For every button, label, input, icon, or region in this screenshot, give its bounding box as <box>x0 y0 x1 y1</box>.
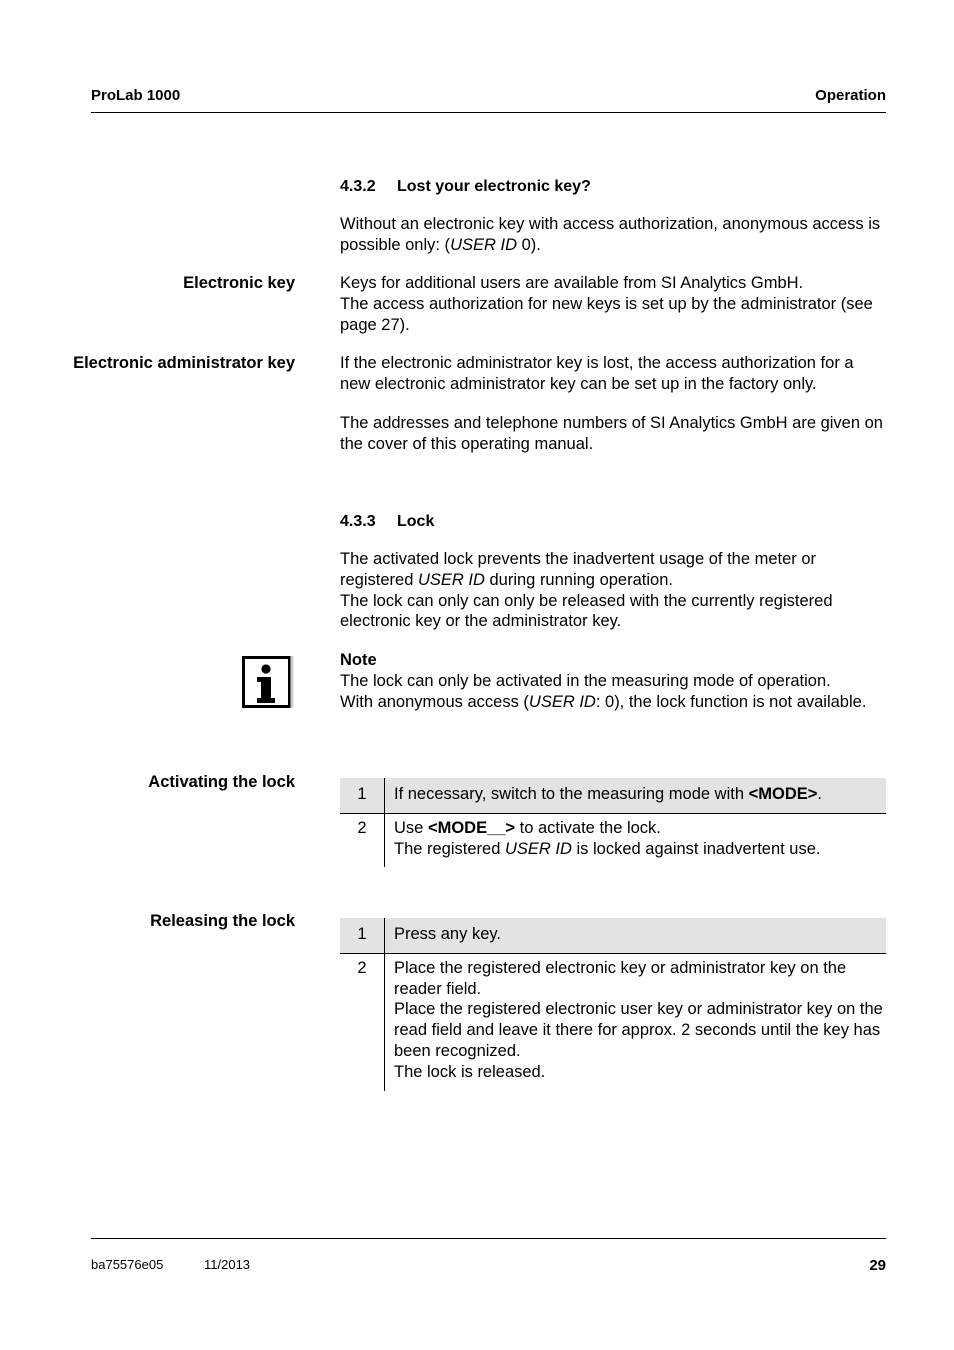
step-text-part: The registered <box>394 839 505 858</box>
note-line: The lock can only be activated in the measuring mode of operation. <box>340 671 831 690</box>
section-number: 4.3.3 <box>340 513 376 530</box>
lock-intro-line: The lock can only can only be released with the currently registered electronic key or the administrator key. <box>340 591 833 631</box>
step-text <box>385 813 887 867</box>
electronic-key-label: Electronic key <box>183 274 295 292</box>
step-number: 2 <box>340 813 385 867</box>
electronic-key-line: Keys for additional users are available from SI Analytics GmbH. <box>340 274 804 292</box>
step-line: The lock is released. <box>394 1062 546 1081</box>
section-432-intro <box>340 214 888 256</box>
table-row <box>340 778 886 813</box>
footer-doc-id: ba75576e05 <box>91 1257 164 1272</box>
step-line: Place the registered electronic user key or administrator key on the read field and leave it there for approx. 2 seconds until the key has been recognized. <box>394 1000 883 1060</box>
step-number: 2 <box>340 953 385 1090</box>
step-text-end: . <box>817 785 822 803</box>
intro-text-end: during running operation. <box>484 570 673 589</box>
footer-date: 11/2013 <box>204 1257 251 1272</box>
header-product-title: ProLab 1000 <box>91 87 181 104</box>
step-line: Place the registered electronic key or administrator key on the reader field. <box>394 958 847 998</box>
admin-key-text: If the electronic administrator key is lost, the access authorization for a new electronic administrator key can be set up in the factory only. <box>340 354 854 393</box>
header-chapter-title: Operation <box>815 87 886 104</box>
header-rule <box>91 112 886 113</box>
section-433-intro <box>340 549 888 632</box>
step-line <box>394 818 886 839</box>
activating-steps-table <box>340 778 886 867</box>
table-row <box>340 953 886 1090</box>
lock-intro-line <box>340 549 888 591</box>
step-text-part: If necessary, switch to the measuring mode with <box>394 785 749 803</box>
table-row <box>340 918 886 953</box>
intro-text: Without an electronic key with access authorization, anonymous access is possible only: ( <box>340 215 881 254</box>
step-number: 1 <box>340 778 385 813</box>
step-number: 1 <box>340 918 385 953</box>
user-id-term: USER ID <box>417 570 485 589</box>
electronic-key-line: The access authorization for new keys is set up by the administrator (see page 27). <box>340 294 873 334</box>
electronic-key-text <box>340 273 888 335</box>
footer-rule <box>91 1238 886 1239</box>
step-text-end: to activate the lock. <box>515 818 661 837</box>
step-text <box>385 953 887 1090</box>
note-line <box>340 692 888 713</box>
user-id-term: USER ID <box>504 839 572 858</box>
key-name: <MODE__> <box>427 818 516 837</box>
intro-text-end: 0). <box>517 235 541 254</box>
note-text: With anonymous access ( <box>340 692 529 711</box>
user-id-term: USER ID <box>450 235 517 254</box>
step-text: Press any key. <box>385 918 887 953</box>
note-title: Note <box>340 651 377 669</box>
note-text-end: : 0), the lock function is not available. <box>595 692 867 711</box>
key-name: <MODE> <box>748 785 818 803</box>
admin-key-label: Electronic administrator key <box>73 354 295 372</box>
info-icon <box>242 656 294 708</box>
section-number: 4.3.2 <box>340 178 376 195</box>
addresses-text: The addresses and telephone numbers of SI Analytics GmbH are given on the cover of this operating manual. <box>340 414 883 453</box>
step-text <box>385 778 887 813</box>
section-title: Lock <box>397 513 435 530</box>
table-row <box>340 813 886 867</box>
releasing-lock-label: Releasing the lock <box>150 912 295 930</box>
user-id-term: USER ID <box>528 692 596 711</box>
step-text-end: is locked against inadvertent use. <box>571 839 821 858</box>
note-block <box>340 650 888 712</box>
intro-text: The activated lock prevents the inadvertent usage of the meter or registered <box>340 550 817 589</box>
page-number: 29 <box>869 1257 886 1274</box>
section-title: Lost your electronic key? <box>397 178 591 195</box>
section-433-heading <box>340 513 434 531</box>
releasing-steps-table <box>340 918 886 1091</box>
step-text-part: Use <box>394 818 428 837</box>
activating-lock-label: Activating the lock <box>148 773 295 791</box>
section-432-heading <box>340 178 591 196</box>
step-line <box>394 839 886 860</box>
